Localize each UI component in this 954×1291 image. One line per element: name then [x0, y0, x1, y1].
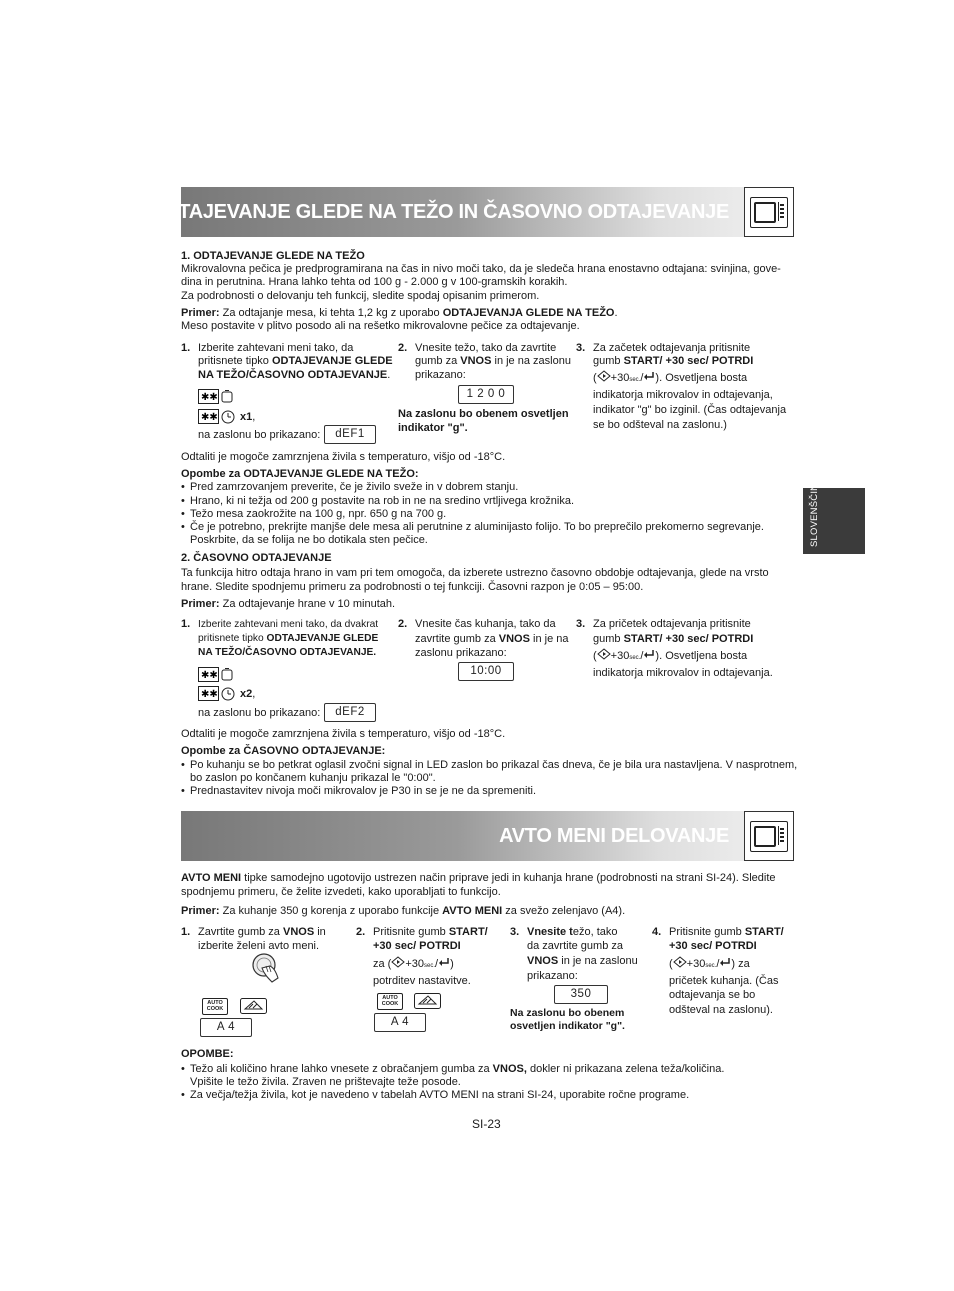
auto-cook-key-icon: AUTO COOK — [377, 993, 403, 1010]
step-text: +30 sec/ POTRDI — [669, 940, 757, 952]
step-number: 2. — [398, 342, 408, 354]
note-item-cont: bo zaslon po končanem kuhanju prikazal le "0:00". — [190, 772, 436, 784]
auto-cook-key-icon: AUTO COOK — [202, 998, 228, 1015]
example-line: Primer: Za odtajevanje hrane v 10 minutah. — [181, 598, 396, 610]
step-text: pričetek kuhanja. (Čas — [669, 975, 779, 987]
step-number: 1. — [181, 342, 191, 354]
note-item-cont: Poskrbite, da se folija ne bo dotikala sten pečice. — [190, 534, 428, 546]
start-icon — [391, 956, 405, 973]
note-item-cont: Vpišite le težo živila. Zraven ne prištevajte teže posode. — [190, 1076, 461, 1088]
step-text: indikator "g" bo izginil. (Čas odtajevanja — [593, 404, 787, 416]
enter-icon — [719, 957, 731, 972]
step-text: Vnesite čas kuhanja, tako da — [415, 618, 556, 630]
intro-line: Mikrovalovna pečica je predprogramirana na čas in nivo moči tako, da je sledeča hrana enostavno odtajana: svinjina, gove- — [181, 263, 781, 275]
frozen-note: Odtaliti je mogoče zamrznjena živila s temperaturo, višjo od -18°C. — [181, 451, 506, 463]
lcd-display: 350 — [554, 985, 608, 1004]
enter-icon — [643, 371, 655, 386]
note-item: • Po kuhanju se bo petkrat oglasil zvočni signal in LED zaslon bo prikazal čas dneva, če je bila ura nastavljena. V nasprotnem, — [190, 758, 797, 773]
defrost-key-icon — [198, 667, 238, 683]
step-text: indikatorja mikrovalov in odtajevanja. — [593, 667, 773, 679]
microwave-icon — [744, 811, 794, 861]
step-text: gumb START/ +30 sec/ POTRDI — [593, 633, 754, 645]
section-title: AVTO MENI DELOVANJE — [499, 825, 729, 847]
step-text: pritisnete tipko ODTAJEVANJE GLEDE — [198, 355, 393, 367]
enter-icon — [438, 957, 450, 972]
lcd-display: dEF2 — [324, 703, 376, 722]
intro-line: hrane. Sledite spodnjemu primeru za podrobnosti o tej funkciji. Časovni razpon je 0:05 – 95:00. — [181, 581, 644, 593]
step-text: Pritisnite gumb START/ — [669, 926, 784, 938]
step-text: NA TEŽO/ČASOVNO ODTAJEVANJE. — [198, 369, 391, 381]
step-text: Vnesite težo, tako da zavrtite — [415, 342, 557, 354]
start-key-inline: ( +30sec./ ). Osvetljena bosta — [593, 370, 747, 387]
step-text: NA TEŽO/ČASOVNO ODTAJEVANJE. — [198, 647, 377, 658]
note-item: • Hrano, ki ni težja od 200 g postavite na rob in ne na sredino vrtljivega krožnika. — [190, 494, 574, 509]
press-count: x2, — [240, 688, 256, 700]
step-text: prikazano: — [415, 369, 466, 381]
enter-icon — [643, 649, 655, 664]
start-key-inline: za ( +30sec./ ) — [373, 956, 454, 973]
note-item: • Pred zamrzovanjem preverite, če je živilo sveže in v dobrem stanju. — [190, 480, 518, 495]
step-text: se bo odšteval na zaslonu.) — [593, 419, 727, 431]
step-text: pritisnete tipko ODTAJEVANJE GLEDE — [198, 633, 379, 644]
step-text: prikazano: — [527, 970, 578, 982]
lcd-display: 1 2 0 0 — [458, 385, 514, 404]
step-text: odšteval na zaslonu). — [669, 1004, 773, 1016]
microwave-icon — [744, 187, 794, 237]
step-text: Pritisnite gumb START/ — [373, 926, 488, 938]
step-text: da zavrtite gumb za — [527, 940, 623, 952]
frozen-note: Odtaliti je mogoče zamrznjena živila s temperaturo, višjo od -18°C. — [181, 728, 506, 740]
note-item: • Prednastavitev nivoja moči mikrovalov je P30 in se je ne da spremeniti. — [190, 784, 536, 799]
language-label: SLOVENŠČINA — [809, 477, 820, 547]
lcd-display: 10:00 — [458, 662, 514, 681]
section-banner-auto-menu — [181, 811, 794, 861]
step-text: VNOS in je na zaslonu — [527, 955, 638, 967]
subheading-weight-defrost: 1. ODTAJEVANJE GLEDE NA TEŽO — [181, 250, 365, 262]
step-number: 1. — [181, 618, 191, 630]
step-text: Izberite zahtevani meni tako, da — [198, 342, 354, 354]
display-label: na zaslonu bo prikazano: — [198, 429, 321, 441]
example-line: Meso postavite v plitvo posodo ali na rešetko mikrovalovne pečice za odtajevanje. — [181, 320, 580, 332]
step-note: Na zaslonu bo obenem — [510, 1007, 625, 1019]
start-icon — [597, 370, 611, 387]
lcd-display: A 4 — [374, 1013, 426, 1032]
notes-heading: OPOMBE: — [181, 1048, 234, 1060]
step-text: Za pričetek odtajevanja pritisnite — [593, 618, 751, 630]
intro-line: Za podrobnosti o delovanju teh funkcij, sledite spodaj opisanim primerom. — [181, 290, 540, 302]
step-text: Vnesite težo, tako — [527, 926, 618, 938]
step-text: Izberite zahtevani meni tako, da dvakrat — [198, 619, 379, 630]
hand-turning-knob-icon — [250, 952, 284, 992]
defrost-key-icon — [198, 389, 238, 405]
step-text: gumb za VNOS in je na zaslonu — [415, 355, 571, 367]
example-line: Primer: Za kuhanje 350 g korenja z uporabo funkcije AVTO MENI za svežo zelenjavo (A4). — [181, 905, 626, 917]
notes-heading: Opombe za ČASOVNO ODTAJEVANJE: — [181, 745, 386, 757]
svg-text:✱✱: ✱✱ — [201, 412, 218, 423]
note-item: • Težo mesa zaokrožite na 100 g, npr. 650 g na 700 g. — [190, 507, 446, 522]
step-text: gumb START/ +30 sec/ POTRDI — [593, 355, 754, 367]
step-text: izberite želeni avto meni. — [198, 940, 320, 952]
step-note: osvetljen indikator "g". — [510, 1020, 625, 1032]
step-text: zaslonu prikazano: — [415, 647, 507, 659]
press-count: x1, — [240, 411, 256, 423]
lcd-display: dEF1 — [324, 425, 376, 444]
start-icon — [673, 956, 687, 973]
svg-text:✱✱: ✱✱ — [201, 670, 218, 681]
step-number: 4. — [652, 926, 662, 938]
intro-line: Ta funkcija hitro odtaja hrano in vam pri tem omogoča, da izberete ustrezno časovno obdobje odtajevanja, glede na vrsto — [181, 567, 769, 579]
lcd-display: A 4 — [200, 1018, 252, 1037]
start-key-inline: ( +30sec./ ) za — [669, 956, 750, 973]
step-number: 3. — [576, 618, 586, 630]
step-number: 2. — [356, 926, 366, 938]
step-number: 1. — [181, 926, 191, 938]
svg-text:✱✱: ✱✱ — [201, 392, 218, 403]
intro-line: dina in perutnina. Hrana lahko tehta od 100 g - 2.000 g v 100-gramskih korakih. — [181, 276, 568, 288]
step-number: 2. — [398, 618, 408, 630]
section-banner-defrost — [148, 187, 794, 237]
intro-line: spodnjemu primeru, če želite izvedeti, kako uporabljati to funkcijo. — [181, 886, 501, 898]
start-icon — [597, 648, 611, 665]
intro-line: AVTO MENI tipke samodejno ugotovijo ustrezen način priprave jedi in kuhanja hrane (podrobnosti na strani SI-24). Sledite — [181, 872, 776, 884]
note-item: • Težo ali količino hrane lahko vnesete z obračanjem gumba za VNOS, dokler ni prikazana zelena teža/količina. — [190, 1062, 724, 1077]
vegetables-key-icon — [414, 993, 442, 1010]
vegetables-key-icon — [240, 998, 268, 1015]
step-number: 3. — [576, 342, 586, 354]
step-text: Zavrtite gumb za VNOS in — [198, 926, 326, 938]
step-note: Na zaslonu bo obenem osvetljen — [398, 408, 569, 420]
example-line: Primer: Za odtajanje mesa, ki tehta 1,2 kg z uporabo ODTAJEVANJA GLEDE NA TEŽO. — [181, 307, 618, 319]
section-title: ODTAJEVANJE GLEDE NA TEŽO IN ČASOVNO ODTAJEVANJE — [148, 201, 729, 223]
svg-text:✱✱: ✱✱ — [201, 689, 218, 700]
start-key-inline: ( +30sec./ ). Osvetljena bosta — [593, 648, 747, 665]
step-text: +30 sec/ POTRDI — [373, 940, 461, 952]
page-number: SI-23 — [472, 1117, 501, 1131]
step-text: zavrtite gumb za VNOS in je na — [415, 633, 569, 645]
step-text: indikatorja mikrovalov in odtajevanja, — [593, 389, 773, 401]
display-label: na zaslonu bo prikazano: — [198, 707, 321, 719]
subheading-time-defrost: 2. ČASOVNO ODTAJEVANJE — [181, 552, 332, 564]
step-text: potrditev nastavitve. — [373, 975, 471, 987]
notes-heading: Opombe za ODTAJEVANJE GLEDE NA TEŽO: — [181, 468, 419, 480]
step-number: 3. — [510, 926, 520, 938]
step-text: odtajevanja se bo — [669, 989, 756, 1001]
note-item: • Če je potrebno, prekrijte manjše dele mesa ali perutnine z aluminijasto folijo. To bo preprečilo prekomerno segrevanje. — [190, 520, 764, 535]
step-note: indikator "g". — [398, 422, 468, 434]
language-tab — [803, 477, 865, 554]
defrost-time-key-icon — [198, 409, 238, 425]
step-text: Za začetek odtajevanja pritisnite — [593, 342, 751, 354]
defrost-time-key-icon — [198, 686, 238, 702]
note-item: • Za večja/težja živila, kot je navedeno v tabelah AVTO MENI na strani SI-24, uporabite ročne programe. — [190, 1088, 689, 1103]
